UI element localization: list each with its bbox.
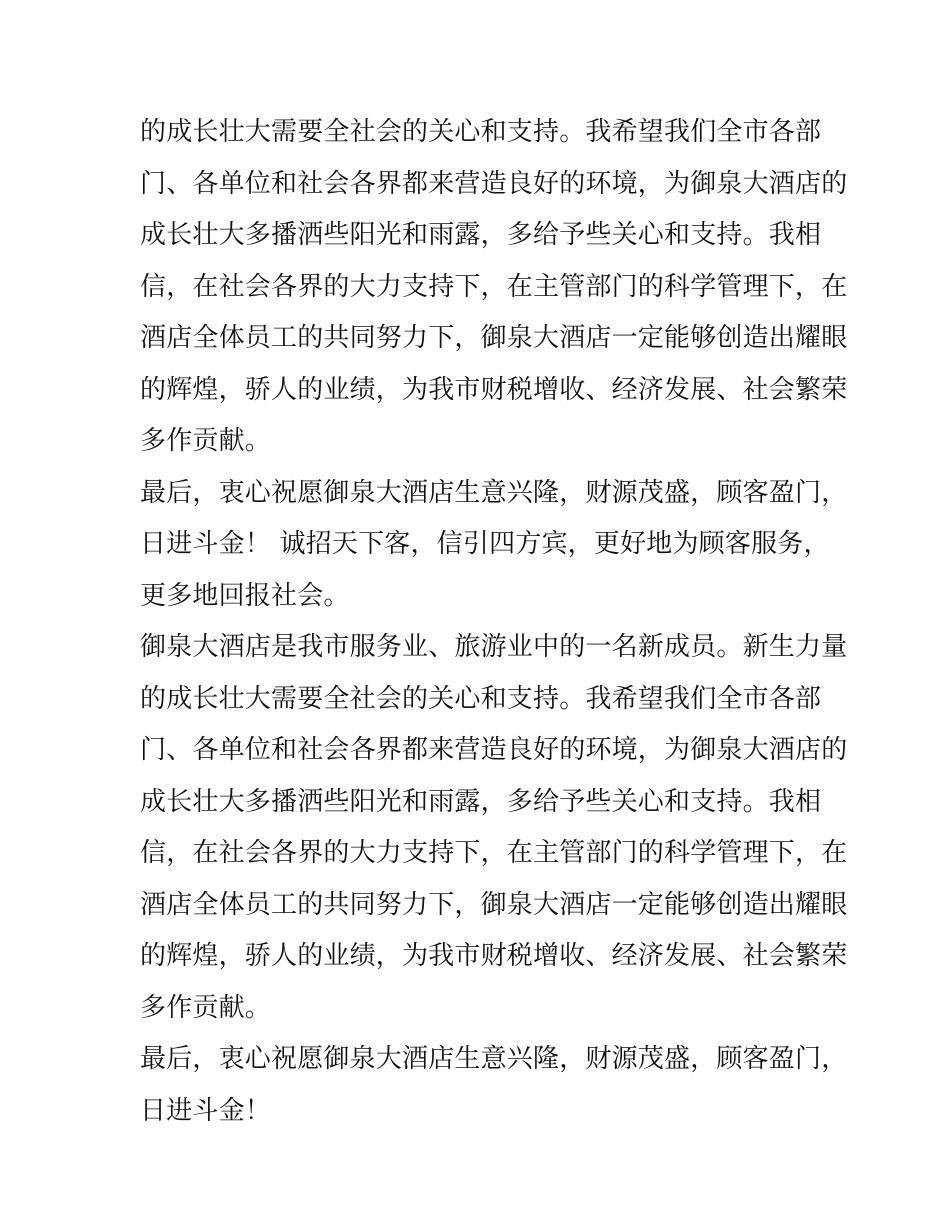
text-line: 最后，衷心祝愿御泉大酒店生意兴隆，财源茂盛，顾客盈门， [140, 477, 848, 508]
body-text [140, 107, 848, 1137]
text-line: 酒店全体员工的共同努力下，御泉大酒店一定能够创造出耀眼 [140, 323, 848, 353]
text-line: 成长壮大多播洒些阳光和雨露，多给予些关心和支持。我相 [140, 220, 822, 250]
text-line: 最后，衷心祝愿御泉大酒店生意兴隆，财源茂盛，顾客盈门， [140, 1044, 848, 1074]
text-line: 日进斗金！ 诚招天下客，信引四方宾，更好地为顾客服务， [140, 529, 830, 559]
text-line: 御泉大酒店是我市服务业、旅游业中的一名新成员。新生力量 [140, 632, 848, 662]
text-line: 的成长壮大需要全社会的关心和支持。我希望我们全市各部 [140, 683, 822, 714]
text-line: 酒店全体员工的共同努力下，御泉大酒店一定能够创造出耀眼 [140, 889, 848, 920]
text-line: 门、各单位和社会各界都来营造良好的环境，为御泉大酒店的 [140, 168, 848, 199]
text-line: 多作贡献。 [140, 426, 272, 456]
text-line: 信，在社会各界的大力支持下，在主管部门的科学管理下，在 [140, 838, 848, 868]
text-line: 日进斗金！ [140, 1095, 272, 1126]
text-line: 的辉煌，骄人的业绩，为我市财税增收、经济发展、社会繁荣 [140, 374, 848, 405]
text-line: 成长壮大多播洒些阳光和雨露，多给予些关心和支持。我相 [140, 786, 822, 817]
text-line: 信，在社会各界的大力支持下，在主管部门的科学管理下，在 [140, 271, 848, 302]
text-line: 多作贡献。 [140, 992, 272, 1023]
text-line: 的成长壮大需要全社会的关心和支持。我希望我们全市各部 [140, 117, 822, 147]
text-line: 更多地回报社会。 [140, 580, 350, 611]
text-line: 的辉煌，骄人的业绩，为我市财税增收、经济发展、社会繁荣 [140, 941, 848, 971]
text-line: 门、各单位和社会各界都来营造良好的环境，为御泉大酒店的 [140, 735, 848, 765]
